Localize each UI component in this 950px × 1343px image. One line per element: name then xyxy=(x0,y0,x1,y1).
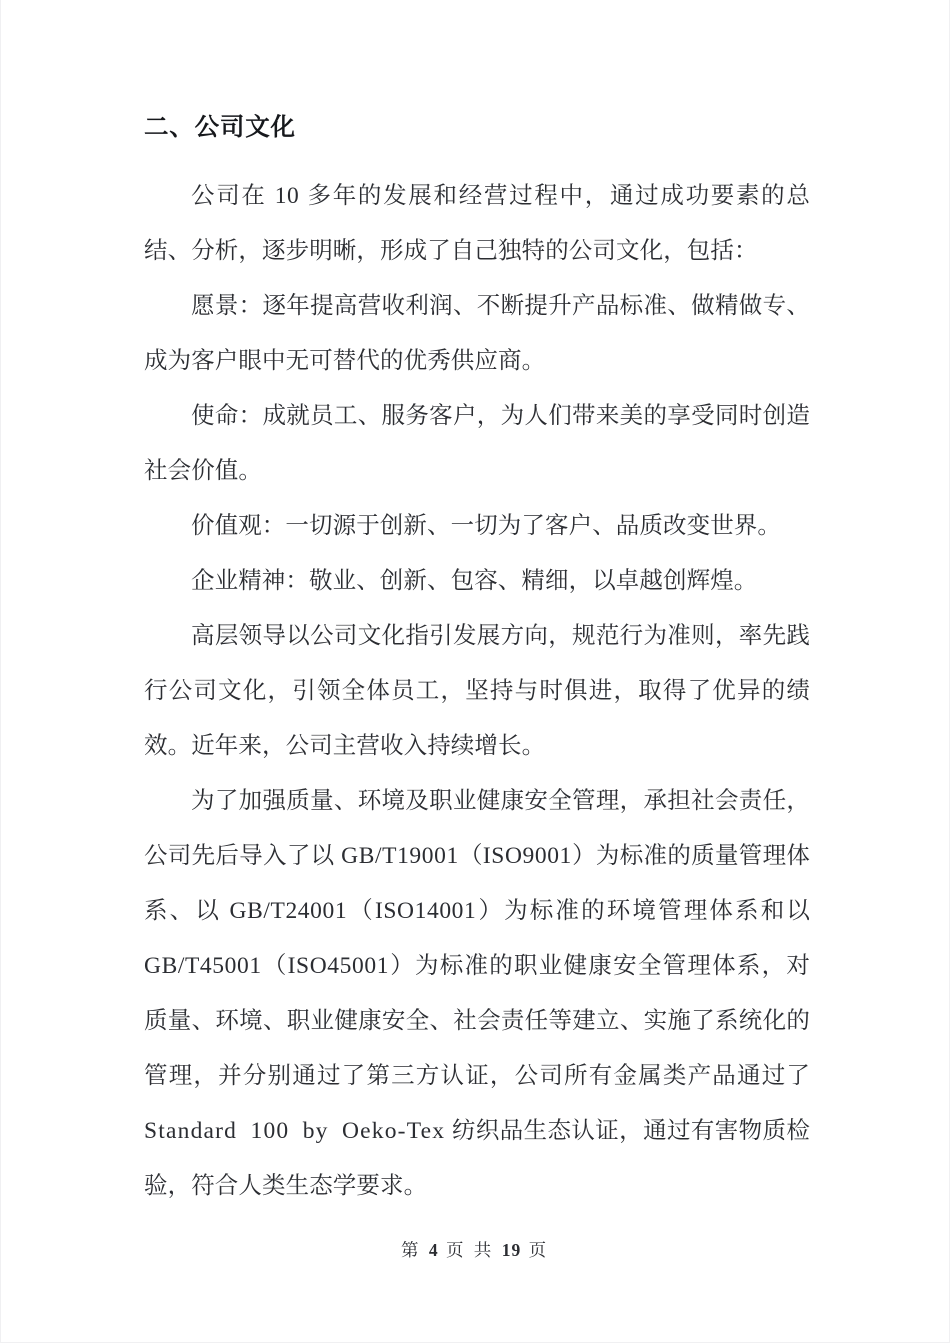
footer-total-pages: 19 xyxy=(501,1240,522,1260)
section-heading: 二、公司文化 xyxy=(144,112,296,141)
latin-run: ISO14001 xyxy=(374,897,477,924)
latin-run: ISO9001 xyxy=(482,842,572,869)
paragraph-vision: 愿景：逐年提高营收利润、不断提升产品标准、做精做专、成为客户眼中无可替代的优秀供应商。 xyxy=(144,292,810,374)
latin-run: GB/T45001 xyxy=(144,952,262,979)
footer-suffix: 页 xyxy=(528,1240,550,1260)
latin-run: 10 xyxy=(274,182,300,209)
latin-run: ISO45001 xyxy=(287,952,390,979)
footer-prefix: 第 xyxy=(400,1240,422,1260)
paragraph-spirit: 企业精神：敬业、创新、包容、精细，以卓越创辉煌。 xyxy=(191,567,758,594)
paragraph-mission: 使命：成就员工、服务客户，为人们带来美的享受同时创造社会价值。 xyxy=(144,402,810,484)
paragraph-leadership: 高层领导以公司文化指引发展方向，规范行为准则，率先践行公司文化，引领全体员工，坚持与时俱进，取得了优异的绩效。近年来，公司主营收入持续增长。 xyxy=(144,622,810,759)
paragraph-intro: 公司在 10 多年的发展和经营过程中，通过成功要素的总结、分析，逐步明晰，形成了自己独特的公司文化，包括： xyxy=(144,182,810,264)
paragraph-certifications: 为了加强质量、环境及职业健康安全管理，承担社会责任，公司先后导入了以 GB/T19001（ISO9001）为标准的质量管理体系、以 GB/T24001（ISO14001）为标准的环境管理体系和以 GB/T45001（ISO45001）为标准的职业健康安全管理体系，对质量、环境、职业健康安全、社会责任等建立、实施了系统化的管理，并分别通过了第三方认证，公司所有金属类产品通过了 Standard 100 by Oeko-Tex 纺织品生态认证，通过有害物质检验，符合人类生态学要求。 xyxy=(144,787,811,1199)
latin-run: GB/T24001 xyxy=(229,897,348,924)
paragraph-values: 价值观：一切源于创新、一切为了客户、品质改变世界。 xyxy=(191,512,781,539)
footer-middle: 页 共 xyxy=(445,1240,495,1260)
footer-current-page: 4 xyxy=(428,1240,439,1260)
page-footer xyxy=(1,1237,949,1262)
latin-run: Standard 100 by Oeko-Tex xyxy=(144,1117,446,1144)
page-content xyxy=(144,112,810,1214)
latin-run: GB/T19001 xyxy=(341,842,459,869)
